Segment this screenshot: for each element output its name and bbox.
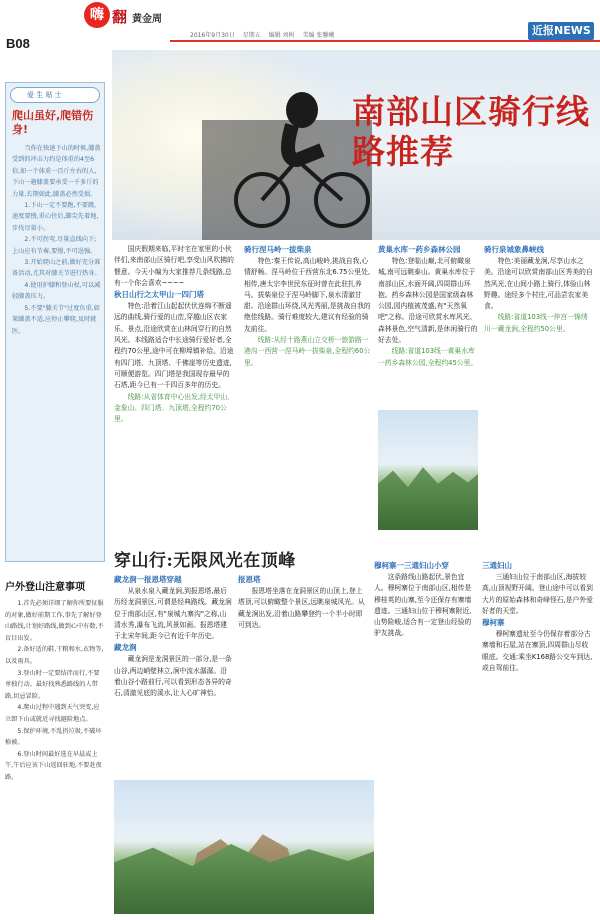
tips-box bbox=[5, 82, 105, 562]
route4-body: 特色:美丽藏龙涧,尽享山水之美。沿途可以欣赏南部山区秀美的自然风光,在山间小路上骑行,体验山林野趣。途经多个村庄,可品尝农家美食。 bbox=[484, 257, 593, 311]
brand-section: 黄金周 bbox=[132, 14, 162, 25]
article1-col3 bbox=[378, 244, 478, 404]
notes-paragraph: 4.爬山过程中遇到天气突变,应立即下山或就近寻找避险地点。 bbox=[5, 704, 100, 723]
article2-section4-body: 三通妇山位于南部山区,海拔较高,山顶视野开阔。登山途中可以看到大片的原始森林和奇峰怪石,是户外爱好者的天堂。 bbox=[482, 573, 593, 615]
page-header bbox=[0, 0, 600, 51]
tips-body bbox=[12, 143, 102, 337]
route1-body: 特色:沿着江山起起伏伏连绵不断遥远的曲线,骑行爱的山峦,穿越山区农家乐、景点,沿途欣赏在山林间穿行的自然风光。本线路适合中长途骑行爱好者,全程约70公里,途中可在柳埠镇补给。沿途有四门塔、九顶塔、千佛崖等历史遗迹,可顺便游览。四门塔是我国现存最早的石塔,距今已有一千四百多年的历史。 bbox=[114, 302, 234, 390]
article1-title: 南部山区骑行线路推荐 bbox=[352, 92, 590, 171]
route3-body: 特色:登临山巅,北可俯瞰泉城,南可远眺泰山。黄巢水库位于南部山区,水面开阔,四周群山环抱。药乡森林公园是国家级森林公园,园内植被茂盛,有"天然氧吧"之称。沿途可欣赏水库风光、森林景色,空气清新,是休闲骑行的好去处。 bbox=[378, 257, 478, 345]
header-rule bbox=[170, 40, 600, 42]
article2-col4 bbox=[482, 560, 594, 910]
article1-col1 bbox=[114, 244, 236, 534]
article2-section5-heading: 穆柯寨 bbox=[482, 618, 505, 628]
newspaper-logo: 近报NEWS bbox=[528, 22, 594, 40]
route2-route: 线路:从经十路燕山立交桥一旅游路一港沟一西营一涅马岭一拔柴泉,全程约60公里。 bbox=[244, 336, 371, 367]
article2-section1-heading: 藏龙涧 bbox=[114, 643, 137, 653]
route4-route: 线路:省道103线一仲宫一锦绣川一藏龙涧,全程约50公里。 bbox=[484, 313, 588, 333]
notes-title: 户外登山注意事项 bbox=[5, 582, 85, 593]
issue-editor: 编辑 刘树 bbox=[268, 32, 295, 39]
issue-weekday: 星期五 bbox=[242, 32, 261, 39]
tips-tag: 爱 生 贴 士 bbox=[10, 87, 100, 103]
section-brand bbox=[54, 2, 164, 32]
tips-paragraph: 2.不可拐弯,尽量直线向下;上山应有节奏,要慢,不可逞强。 bbox=[12, 236, 97, 255]
article2-col3 bbox=[374, 560, 474, 910]
issue-meta bbox=[190, 30, 346, 39]
brand-badge: 嗨 bbox=[84, 2, 110, 28]
tips-paragraph: 当你在快速下山的时候,膝盖受到的冲击力约是体重的4至6倍,如一个体重一百斤左右的人,下山一趟膝盖要承受一千多斤的力量,长期如此,膝盖必然受损。 bbox=[12, 145, 101, 198]
route1-title: 秋日山行之太甲山一四门塔 bbox=[114, 290, 204, 300]
article2-section5-body: 穆柯寨遗址至今仍保存着部分古寨墙和石屋,站在寨顶,四周群山尽收眼底。交通:乘坐K168路公交车到达,或自驾前往。 bbox=[482, 630, 593, 673]
article2-col1 bbox=[114, 574, 232, 774]
article1-col4 bbox=[484, 244, 594, 534]
brand-title: 翻 bbox=[112, 8, 128, 26]
hero-photo bbox=[112, 50, 600, 240]
article2-section4-heading: 三通妇山 bbox=[482, 561, 512, 570]
notes-paragraph: 2.备好适的鞋,干粮和水,衣物等,以及雨具。 bbox=[5, 646, 104, 665]
route3-title: 黄巢水库一药乡森林公园 bbox=[378, 245, 461, 254]
route2-body: 特色:秦王传说,高山峻岭,挑战自我,心情舒畅。涅马岭位于西营东北6.75公里处,相传,唐太宗李世民东征时曾在此驻扎养马。拔柴泉位于涅马岭脚下,泉水清澈甘甜。沿途群山环绕,风光秀丽,是挑战自我的绝佳线路。骑行难度较大,建议有经验的骑友前往。 bbox=[244, 257, 371, 333]
notes-paragraph: 5.保护环境,不乱扔垃圾,不破坏植被。 bbox=[5, 727, 102, 747]
tips-paragraph: 5.不要"膝关节"过度负重,如果膝盖不适,应停止攀爬,及时就医。 bbox=[12, 304, 100, 335]
article2-section2-body: 报恩塔坐落在龙洞景区的山顶上,登上塔顶,可以俯瞰整个景区,远眺泉城风光。从藏龙涧出发,沿着山路攀登约一个半小时即可到达。 bbox=[238, 587, 365, 629]
article2-section2-heading: 报恩塔 bbox=[238, 575, 261, 584]
mountain-photo bbox=[114, 780, 374, 914]
issue-date: 2016年9月30日 bbox=[190, 32, 235, 39]
article2-intro-body: 从泉水泉入藏龙涧,到报恩塔,最后历经龙洞景区,可谓是经典路线。藏龙涧位于南部山区,有"泉城九寨沟"之称,山清水秀,瀑布飞流,风景如画。报恩塔建于北宋年间,距今已有近千年历史。 bbox=[114, 587, 232, 641]
tips-title: 爬山虽好,爬错伤身! bbox=[12, 109, 94, 136]
article2-section3-body: 这条路线山路起伏,景色宜人。穆柯寨位于南部山区,相传是穆桂英的山寨,至今还保存有寨墙遗迹。三通妇山位于穆柯寨附近,山势险峻,适合有一定登山经验的驴友挑战。 bbox=[374, 573, 472, 638]
article2-section1-body: 藏龙涧是龙洞景区的一部分,是一条山谷,两边峭壁林立,涧中流水潺潺。沿着山谷小路前行,可以看到形态各异的奇石,清澈见底的溪水,让人心旷神怡。 bbox=[114, 655, 232, 698]
article2-title: 穿山行:无限风光在顶峰 bbox=[114, 551, 296, 571]
article2-intro-heading: 藏龙涧一报恩塔穿越 bbox=[114, 575, 182, 584]
route4-title: 骑行泉城象鼻峡线 bbox=[484, 245, 544, 254]
route2-title: 骑行涅马岭一拔柴泉 bbox=[244, 245, 312, 254]
tips-paragraph: 1.下山一定不要跑,不要跳,速度要慢,重心往后,脚尖先着地,步伐尽量小。 bbox=[12, 202, 99, 232]
reservoir-photo bbox=[378, 410, 478, 530]
left-sidebar bbox=[5, 82, 105, 912]
notes-body bbox=[5, 598, 105, 784]
article1-intro: 国庆假期来临,平时宅在家里的小伙伴们,来南部山区骑行吧,享受山风吹拂的惬意。今天小编为大家推荐几条线路,总有一个你会喜欢~~~~ bbox=[114, 245, 234, 287]
article1-col2 bbox=[244, 244, 372, 534]
notes-paragraph: 3.登山时一定要结伴而行,不要单独行动。最好找熟悉路线的人带路,切忌冒险。 bbox=[5, 669, 100, 700]
route1-route: 线路:从省体育中心出发,经太甲山、金象山、四门塔、九顶塔,全程约70公里。 bbox=[114, 392, 234, 424]
issue-designer: 美编 张馨曦 bbox=[302, 32, 335, 39]
notes-paragraph: 1.首先必须详细了解你所要征服的对象,做好前期工作,事先了解好登山路线,计划好路线,做到心中有数,不盲目出发。 bbox=[5, 600, 104, 642]
notes-paragraph: 6.登山时间最好选在早晨或上午,午后应该下山返回驻地,不要赶夜路。 bbox=[5, 750, 102, 781]
route3-route: 线路:省道103线一黄巢水库一药乡森林公园,全程约45公里。 bbox=[378, 347, 478, 367]
tips-paragraph: 3.开始爬山之前,做好充分准备活动,尤其对膝关节进行热身。 bbox=[12, 259, 101, 278]
tips-paragraph: 4.使用护膝和登山杖,可以减轻膝盖压力。 bbox=[12, 281, 101, 301]
cyclist-silhouette bbox=[172, 50, 372, 240]
article2-col2 bbox=[238, 574, 368, 774]
article2-section3-heading: 穆柯寨一三通妇山小穿 bbox=[374, 561, 449, 570]
page-number: B08 bbox=[6, 36, 30, 51]
